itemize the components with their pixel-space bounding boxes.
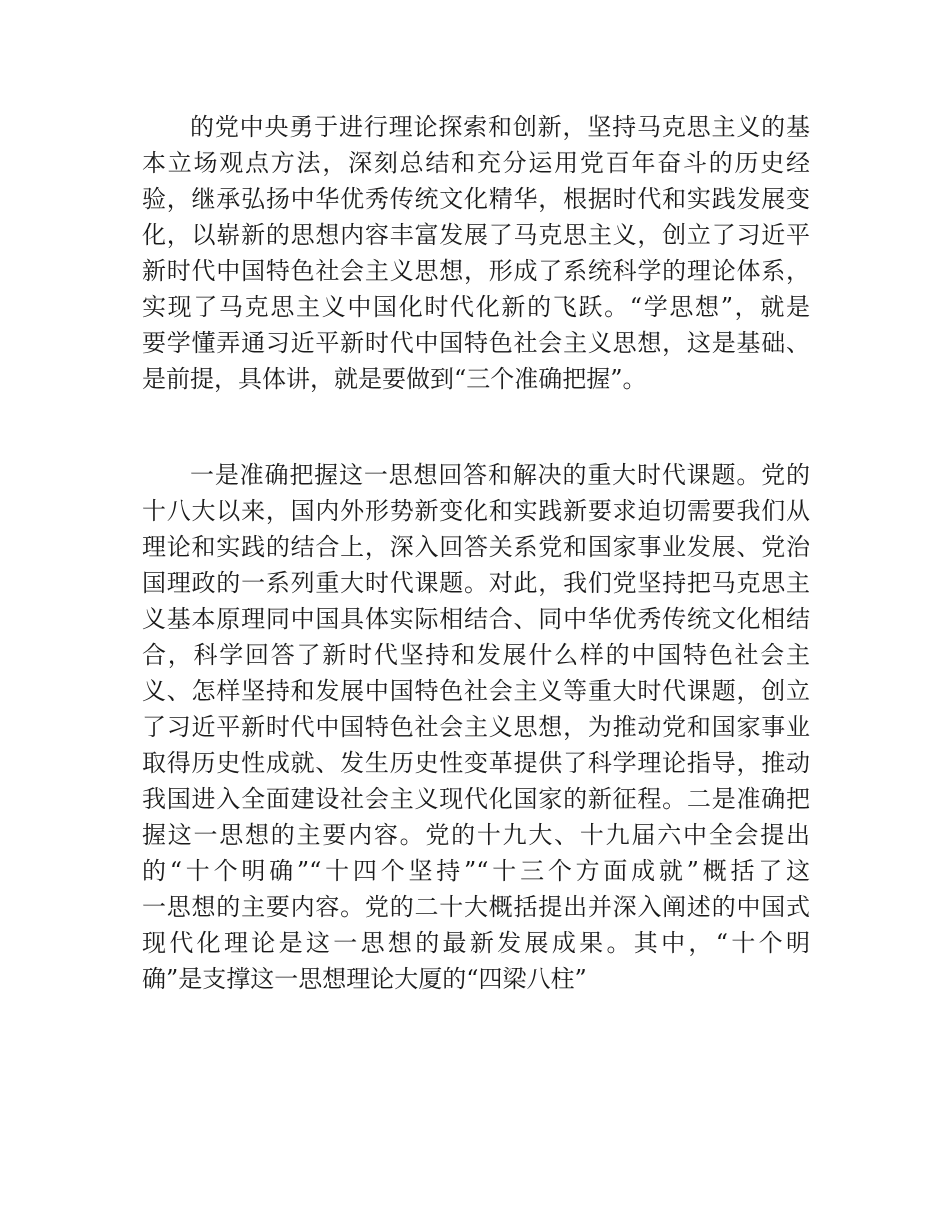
text-line: 新时代中国特色社会主义思想，形成了系统科学的理论体系， <box>142 257 810 285</box>
body-paragraph-1 <box>142 109 810 397</box>
text-line: 要学懂弄通习近平新时代中国特色社会主义思想，这是基础、 <box>142 329 810 357</box>
text-line: 理论和实践的结合上，深入回答关系党和国家事业发展、党治 <box>142 533 810 561</box>
text-line: 实现了马克思主义中国化时代化新的飞跃。“学思想”，就是 <box>142 293 810 321</box>
text-line: 的“十个明确”“十四个坚持”“十三个方面成就”概括了这 <box>142 857 810 885</box>
text-line: 合，科学回答了新时代坚持和发展什么样的中国特色社会主 <box>142 641 810 669</box>
text-line: 化，以崭新的思想内容丰富发展了马克思主义，创立了习近平 <box>142 221 810 249</box>
body-paragraph-2 <box>142 457 810 997</box>
text-line: 十八大以来，国内外形势新变化和实践新要求迫切需要我们从 <box>142 497 810 525</box>
text-line: 是前提，具体讲，就是要做到“三个准确把握”。 <box>142 365 647 393</box>
text-line: 一思想的主要内容。党的二十大概括提出并深入阐述的中国式 <box>142 893 810 921</box>
text-line: 国理政的一系列重大时代课题。对此，我们党坚持把马克思主 <box>142 569 810 597</box>
text-line: 现代化理论是这一思想的最新发展成果。其中，“十个明 <box>142 929 810 957</box>
text-line: 验，继承弘扬中华优秀传统文化精华，根据时代和实践发展变 <box>142 185 810 213</box>
text-line: 一是准确把握这一思想回答和解决的重大时代课题。党的 <box>190 461 810 489</box>
text-line: 取得历史性成就、发生历史性变革提供了科学理论指导，推动 <box>142 749 810 777</box>
text-line: 握这一思想的主要内容。党的十九大、十九届六中全会提出 <box>142 821 810 849</box>
text-line: 义基本原理同中国具体实际相结合、同中华优秀传统文化相结 <box>142 605 810 633</box>
text-line: 的党中央勇于进行理论探索和创新，坚持马克思主义的基 <box>190 113 810 141</box>
text-line: 本立场观点方法，深刻总结和充分运用党百年奋斗的历史经 <box>142 149 810 177</box>
text-line: 我国进入全面建设社会主义现代化国家的新征程。二是准确把 <box>142 785 810 813</box>
text-line: 了习近平新时代中国特色社会主义思想，为推动党和国家事业 <box>142 713 810 741</box>
text-line: 确”是支撑这一思想理论大厦的“四梁八柱” <box>142 965 587 993</box>
text-line: 义、怎样坚持和发展中国特色社会主义等重大时代课题，创立 <box>142 677 810 705</box>
